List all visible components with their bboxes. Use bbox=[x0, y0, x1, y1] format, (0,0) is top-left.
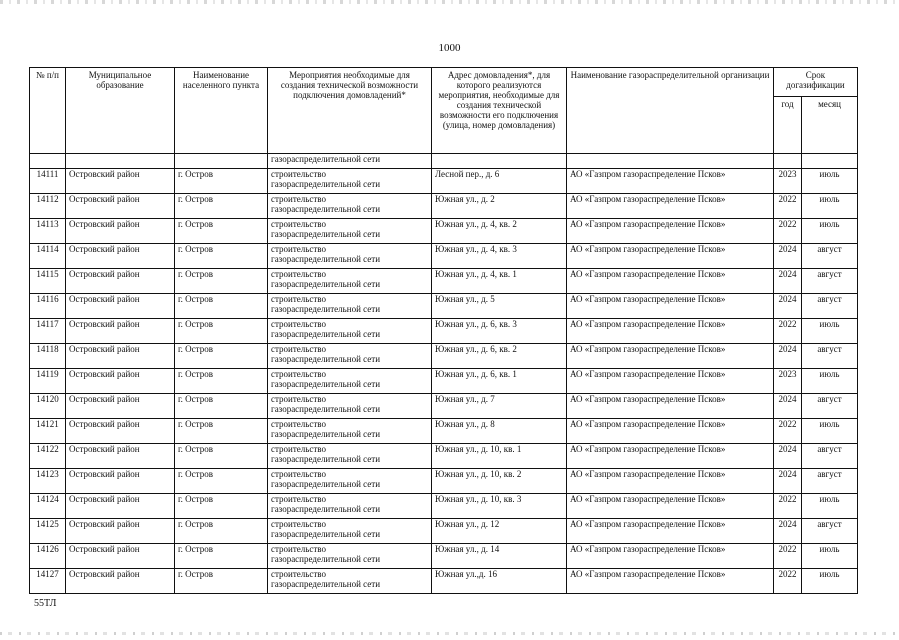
row-municipality: Островский район bbox=[66, 169, 175, 194]
row-organization: АО «Газпром газораспределение Псков» bbox=[567, 519, 774, 544]
row-organization: АО «Газпром газораспределение Псков» bbox=[567, 244, 774, 269]
row-activity bbox=[268, 219, 432, 244]
row-year: 2022 bbox=[774, 419, 802, 444]
row-activity-line1: строительство bbox=[271, 419, 326, 429]
table-row bbox=[30, 269, 858, 294]
row-year: 2022 bbox=[774, 319, 802, 344]
table-row bbox=[30, 519, 858, 544]
row-address: Южная ул., д. 14 bbox=[432, 544, 567, 569]
row-activity-line1: строительство bbox=[271, 469, 326, 479]
row-number: 14126 bbox=[30, 544, 66, 569]
row-municipality: Островский район bbox=[66, 394, 175, 419]
row-activity bbox=[268, 319, 432, 344]
row-year: 2024 bbox=[774, 294, 802, 319]
row-organization: АО «Газпром газораспределение Псков» bbox=[567, 369, 774, 394]
row-month: июль bbox=[802, 319, 858, 344]
row-activity-line1: строительство bbox=[271, 369, 326, 379]
row-activity-line1: строительство bbox=[271, 344, 326, 354]
row-locality: г. Остров bbox=[175, 444, 268, 469]
row-activity-line1: строительство bbox=[271, 544, 326, 554]
row-activity-line2: газораспределительной сети bbox=[271, 304, 381, 314]
row-address: Южная ул., д. 10, кв. 3 bbox=[432, 494, 567, 519]
row-locality: г. Остров bbox=[175, 569, 268, 594]
row-locality: г. Остров bbox=[175, 194, 268, 219]
table-row bbox=[30, 394, 858, 419]
row-number: 14116 bbox=[30, 294, 66, 319]
row-organization: АО «Газпром газораспределение Псков» bbox=[567, 444, 774, 469]
row-locality: г. Остров bbox=[175, 219, 268, 244]
row-month: июль bbox=[802, 219, 858, 244]
row-year: 2022 bbox=[774, 194, 802, 219]
header-year: год bbox=[774, 97, 802, 154]
row-organization: АО «Газпром газораспределение Псков» bbox=[567, 394, 774, 419]
row-year: 2022 bbox=[774, 569, 802, 594]
row-year: 2024 bbox=[774, 394, 802, 419]
table-row bbox=[30, 294, 858, 319]
row-activity bbox=[268, 519, 432, 544]
page-number: 1000 bbox=[438, 42, 461, 54]
row-number: 14111 bbox=[30, 169, 66, 194]
row-organization: АО «Газпром газораспределение Псков» bbox=[567, 319, 774, 344]
row-activity-line1: строительство bbox=[271, 394, 326, 404]
scan-noise-top bbox=[0, 0, 899, 4]
table-row bbox=[30, 444, 858, 469]
row-organization: АО «Газпром газораспределение Псков» bbox=[567, 494, 774, 519]
row-activity-line1: строительство bbox=[271, 519, 326, 529]
row-number: 14115 bbox=[30, 269, 66, 294]
row-activity-line1: строительство bbox=[271, 444, 326, 454]
row-number: 14123 bbox=[30, 469, 66, 494]
row-month: август bbox=[802, 244, 858, 269]
header-month: месяц bbox=[802, 97, 858, 154]
header-num: № п/п bbox=[30, 68, 66, 154]
row-year: 2024 bbox=[774, 269, 802, 294]
row-activity bbox=[268, 269, 432, 294]
row-year: 2022 bbox=[774, 544, 802, 569]
row-address: Южная ул., д. 2 bbox=[432, 194, 567, 219]
header-address: Адрес домовладения*, для которого реализуются мероприятия, необходимые для создания технической возможности его подключения (улица, номер домовладения) bbox=[432, 68, 567, 154]
row-address: Южная ул., д. 10, кв. 2 bbox=[432, 469, 567, 494]
row-year: 2023 bbox=[774, 169, 802, 194]
row-activity bbox=[268, 344, 432, 369]
row-activity-line2: газораспределительной сети bbox=[271, 429, 381, 439]
row-address: Южная ул.,д. 16 bbox=[432, 569, 567, 594]
table-row bbox=[30, 369, 858, 394]
header-deadline: Срок догазификации bbox=[774, 68, 858, 97]
row-year: 2022 bbox=[774, 494, 802, 519]
row-month: июль bbox=[802, 544, 858, 569]
row-locality: г. Остров bbox=[175, 294, 268, 319]
row-number: 14117 bbox=[30, 319, 66, 344]
row-locality: г. Остров bbox=[175, 494, 268, 519]
row-locality: г. Остров bbox=[175, 419, 268, 444]
row-activity bbox=[268, 444, 432, 469]
header-organization: Наименование газораспределительной организации bbox=[567, 68, 774, 154]
row-month: август bbox=[802, 269, 858, 294]
row-month: июль bbox=[802, 169, 858, 194]
row-month: август bbox=[802, 444, 858, 469]
row-municipality: Островский район bbox=[66, 369, 175, 394]
row-activity bbox=[268, 194, 432, 219]
row-activity bbox=[268, 419, 432, 444]
row-locality: г. Остров bbox=[175, 369, 268, 394]
row-activity-line2: газораспределительной сети bbox=[271, 454, 381, 464]
row-activity-line2: газораспределительной сети bbox=[271, 204, 381, 214]
row-year: 2022 bbox=[774, 219, 802, 244]
table-row bbox=[30, 169, 858, 194]
row-activity-line1: строительство bbox=[271, 219, 326, 229]
row-organization: АО «Газпром газораспределение Псков» bbox=[567, 569, 774, 594]
row-municipality: Островский район bbox=[66, 519, 175, 544]
row-municipality: Островский район bbox=[66, 269, 175, 294]
continuation-cell bbox=[802, 154, 858, 169]
row-activity-line1: строительство bbox=[271, 244, 326, 254]
row-address: Южная ул., д. 8 bbox=[432, 419, 567, 444]
row-year: 2024 bbox=[774, 469, 802, 494]
gasification-table bbox=[29, 67, 858, 594]
row-activity-line1: строительство bbox=[271, 494, 326, 504]
header-municipality: Муниципальное образование bbox=[66, 68, 175, 154]
row-year: 2024 bbox=[774, 244, 802, 269]
continuation-cell bbox=[66, 154, 175, 169]
row-activity bbox=[268, 294, 432, 319]
row-municipality: Островский район bbox=[66, 219, 175, 244]
row-municipality: Островский район bbox=[66, 444, 175, 469]
table-row bbox=[30, 344, 858, 369]
row-locality: г. Остров bbox=[175, 519, 268, 544]
row-activity-line1: строительство bbox=[271, 269, 326, 279]
row-month: август bbox=[802, 344, 858, 369]
row-locality: г. Остров bbox=[175, 344, 268, 369]
continuation-cell bbox=[432, 154, 567, 169]
row-activity-line2: газораспределительной сети bbox=[271, 254, 381, 264]
row-organization: АО «Газпром газораспределение Псков» bbox=[567, 419, 774, 444]
row-address: Южная ул., д. 5 bbox=[432, 294, 567, 319]
row-activity bbox=[268, 394, 432, 419]
row-month: июль bbox=[802, 194, 858, 219]
row-address: Южная ул., д. 10, кв. 1 bbox=[432, 444, 567, 469]
continuation-cell bbox=[774, 154, 802, 169]
row-activity-line1: строительство bbox=[271, 194, 326, 204]
row-municipality: Островский район bbox=[66, 344, 175, 369]
table-row bbox=[30, 569, 858, 594]
row-address: Южная ул., д. 7 bbox=[432, 394, 567, 419]
row-number: 14120 bbox=[30, 394, 66, 419]
row-municipality: Островский район bbox=[66, 569, 175, 594]
row-activity-line2: газораспределительной сети bbox=[271, 479, 381, 489]
table-row bbox=[30, 494, 858, 519]
row-organization: АО «Газпром газораспределение Псков» bbox=[567, 544, 774, 569]
row-address: Южная ул., д. 4, кв. 2 bbox=[432, 219, 567, 244]
row-activity-line2: газораспределительной сети bbox=[271, 379, 381, 389]
row-locality: г. Остров bbox=[175, 469, 268, 494]
row-month: июль bbox=[802, 419, 858, 444]
row-year: 2023 bbox=[774, 369, 802, 394]
table-row bbox=[30, 544, 858, 569]
row-number: 14127 bbox=[30, 569, 66, 594]
row-organization: АО «Газпром газораспределение Псков» bbox=[567, 169, 774, 194]
row-number: 14119 bbox=[30, 369, 66, 394]
row-month: июль bbox=[802, 369, 858, 394]
row-month: июль bbox=[802, 569, 858, 594]
row-organization: АО «Газпром газораспределение Псков» bbox=[567, 294, 774, 319]
row-number: 14112 bbox=[30, 194, 66, 219]
continuation-cell bbox=[567, 154, 774, 169]
row-activity bbox=[268, 169, 432, 194]
row-locality: г. Остров bbox=[175, 319, 268, 344]
row-locality: г. Остров bbox=[175, 244, 268, 269]
row-number: 14121 bbox=[30, 419, 66, 444]
row-year: 2024 bbox=[774, 444, 802, 469]
continuation-activity: газораспределительной сети bbox=[268, 154, 432, 169]
row-activity-line2: газораспределительной сети bbox=[271, 329, 381, 339]
row-activity-line1: строительство bbox=[271, 569, 326, 579]
row-activity-line2: газораспределительной сети bbox=[271, 279, 381, 289]
row-activity-line1: строительство bbox=[271, 319, 326, 329]
row-number: 14114 bbox=[30, 244, 66, 269]
row-month: август bbox=[802, 519, 858, 544]
row-address: Южная ул., д. 6, кв. 2 bbox=[432, 344, 567, 369]
row-locality: г. Остров bbox=[175, 394, 268, 419]
row-locality: г. Остров bbox=[175, 544, 268, 569]
row-locality: г. Остров bbox=[175, 269, 268, 294]
row-municipality: Островский район bbox=[66, 419, 175, 444]
table-row bbox=[30, 194, 858, 219]
row-activity bbox=[268, 244, 432, 269]
row-municipality: Островский район bbox=[66, 319, 175, 344]
scan-noise-bottom bbox=[0, 632, 899, 635]
row-locality: г. Остров bbox=[175, 169, 268, 194]
row-address: Южная ул., д. 12 bbox=[432, 519, 567, 544]
row-organization: АО «Газпром газораспределение Псков» bbox=[567, 219, 774, 244]
row-activity bbox=[268, 494, 432, 519]
row-activity-line2: газораспределительной сети bbox=[271, 579, 381, 589]
row-organization: АО «Газпром газораспределение Псков» bbox=[567, 194, 774, 219]
row-municipality: Островский район bbox=[66, 244, 175, 269]
row-activity bbox=[268, 369, 432, 394]
continuation-cell bbox=[30, 154, 66, 169]
table-row bbox=[30, 469, 858, 494]
row-activity-line2: газораспределительной сети bbox=[271, 554, 381, 564]
row-activity-line1: строительство bbox=[271, 294, 326, 304]
row-address: Южная ул., д. 6, кв. 1 bbox=[432, 369, 567, 394]
row-month: июль bbox=[802, 494, 858, 519]
row-activity-line1: строительство bbox=[271, 169, 326, 179]
table-row bbox=[30, 419, 858, 444]
row-number: 14124 bbox=[30, 494, 66, 519]
header-locality: Наименование населенного пункта bbox=[175, 68, 268, 154]
row-month: август bbox=[802, 294, 858, 319]
row-activity-line2: газораспределительной сети bbox=[271, 529, 381, 539]
row-address: Южная ул., д. 6, кв. 3 bbox=[432, 319, 567, 344]
row-address: Южная ул., д. 4, кв. 1 bbox=[432, 269, 567, 294]
row-number: 14113 bbox=[30, 219, 66, 244]
row-municipality: Островский район bbox=[66, 469, 175, 494]
row-organization: АО «Газпром газораспределение Псков» bbox=[567, 469, 774, 494]
row-address: Лесной пер., д. 6 bbox=[432, 169, 567, 194]
row-activity-line2: газораспределительной сети bbox=[271, 179, 381, 189]
row-year: 2024 bbox=[774, 519, 802, 544]
table-row bbox=[30, 244, 858, 269]
row-municipality: Островский район bbox=[66, 544, 175, 569]
row-activity-line2: газораспределительной сети bbox=[271, 229, 381, 239]
table-row bbox=[30, 319, 858, 344]
row-year: 2024 bbox=[774, 344, 802, 369]
row-address: Южная ул., д. 4, кв. 3 bbox=[432, 244, 567, 269]
header-activities: Мероприятия необходимые для создания технической возможности подключения домовладений* bbox=[268, 68, 432, 154]
table-row bbox=[30, 219, 858, 244]
continuation-row bbox=[30, 154, 858, 169]
row-activity bbox=[268, 544, 432, 569]
row-organization: АО «Газпром газораспределение Псков» bbox=[567, 344, 774, 369]
row-activity-line2: газораспределительной сети bbox=[271, 354, 381, 364]
row-number: 14118 bbox=[30, 344, 66, 369]
row-activity bbox=[268, 569, 432, 594]
continuation-cell bbox=[175, 154, 268, 169]
row-activity bbox=[268, 469, 432, 494]
row-month: август bbox=[802, 469, 858, 494]
row-municipality: Островский район bbox=[66, 494, 175, 519]
row-organization: АО «Газпром газораспределение Псков» bbox=[567, 269, 774, 294]
row-month: август bbox=[802, 394, 858, 419]
row-municipality: Островский район bbox=[66, 294, 175, 319]
footer-code: 55ТЛ bbox=[34, 598, 57, 609]
row-number: 14122 bbox=[30, 444, 66, 469]
row-municipality: Островский район bbox=[66, 194, 175, 219]
row-activity-line2: газораспределительной сети bbox=[271, 404, 381, 414]
row-activity-line2: газораспределительной сети bbox=[271, 504, 381, 514]
row-number: 14125 bbox=[30, 519, 66, 544]
